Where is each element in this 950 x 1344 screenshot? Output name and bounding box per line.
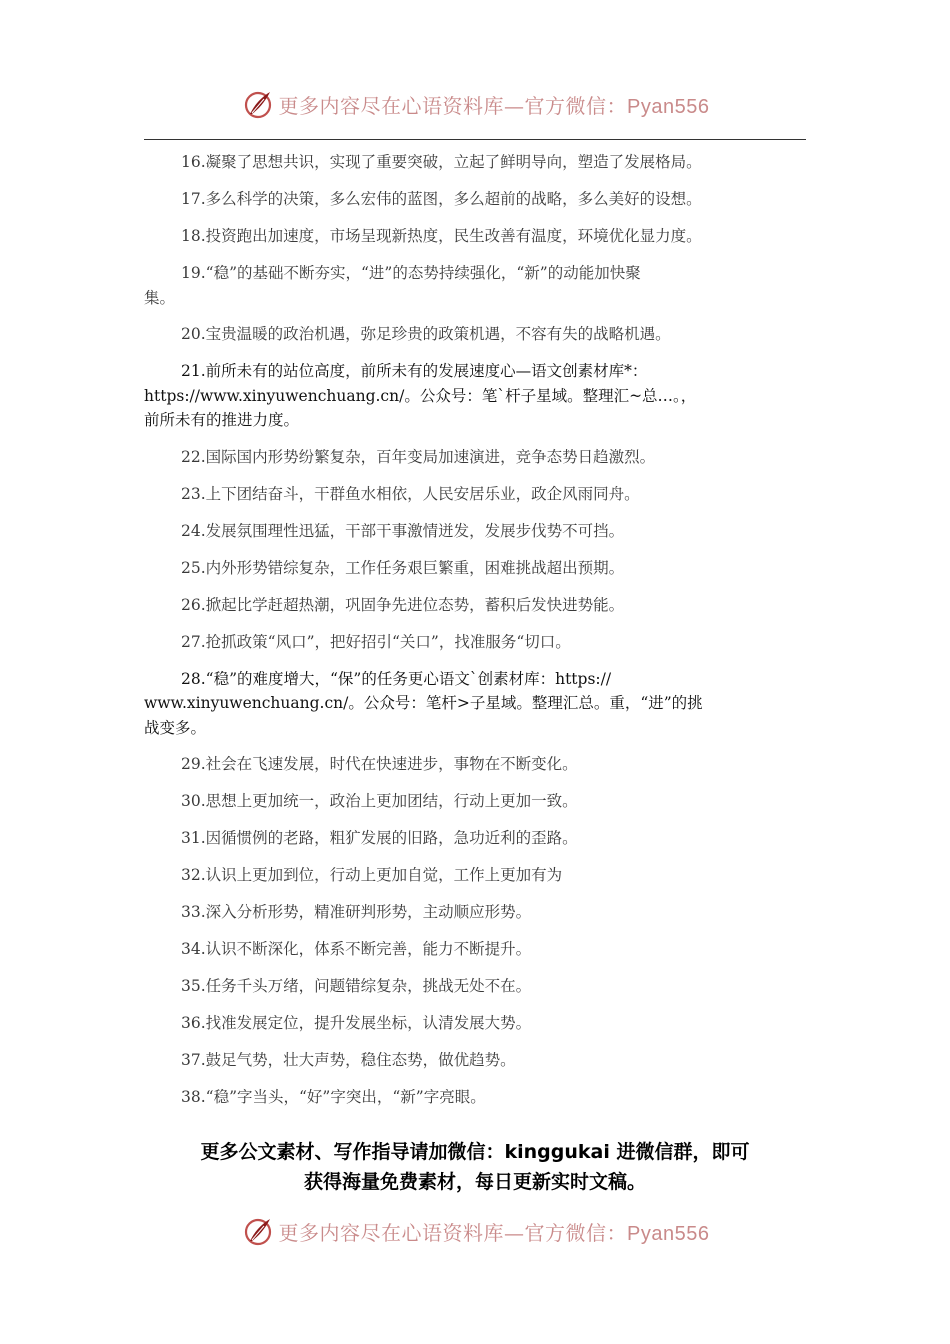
- quill-pen-circle-icon: [241, 1214, 275, 1248]
- promo-line: 更多公文素材、写作指导请加微信：kinggukai 进微信群，即可: [200, 1141, 750, 1163]
- header-divider: [144, 139, 806, 140]
- promo-line: 获得海量免费素材，每日更新实时文稿。: [303, 1171, 646, 1193]
- list-item: [144, 261, 816, 310]
- header-banner-text: 更多内容尽在心语资料库—官方微信：Pyan556: [278, 93, 710, 118]
- promo-notice: [0, 1137, 950, 1197]
- list-item: 17.多么科学的决策，多么宏伟的蓝图，多么超前的战略，多么美好的设想。: [181, 190, 702, 208]
- list-item-line: 28.“稳”的难度增大，“保”的任务更心语文`创素材库：https://: [181, 669, 612, 688]
- list-item: 25.内外形势错综复杂，工作任务艰巨繁重，困难挑战超出预期。: [181, 558, 625, 577]
- list-item: 31.因循惯例的老路，粗犷发展的旧路，急功近利的歪路。: [181, 829, 578, 847]
- list-item: 16.凝聚了思想共识，实现了重要突破，立起了鲜明导向，塑造了发展格局。: [181, 153, 702, 171]
- header-banner: [0, 84, 950, 124]
- list-item: 38.“稳”字当头，“好”字突出，“新”字亮眼。: [181, 1088, 486, 1106]
- list-item-line: 19.“稳”的基础不断夯实，“进”的态势持续强化，“新”的动能加快聚: [181, 264, 641, 282]
- footer-banner: [0, 1211, 950, 1251]
- list-item-line: www.xinyuwenchuang.cn/。公众号：笔杆>子星域。整理汇总。重，“进”的挑: [144, 694, 703, 712]
- phrase-list: [144, 150, 816, 1122]
- list-item: [144, 359, 816, 433]
- list-item: 20.宝贵温暖的政治机遇，弥足珍贵的政策机遇，不容有失的战略机遇。: [181, 325, 671, 343]
- list-item: 36.找准发展定位，提升发展坐标，认清发展大势。: [181, 1014, 532, 1032]
- list-item: 34.认识不断深化，体系不断完善，能力不断提升。: [181, 940, 532, 958]
- list-item: 22.国际国内形势纷繁复杂，百年变局加速演进，竞争态势日趋激烈。: [181, 447, 656, 466]
- list-item: [144, 667, 816, 741]
- list-item-line: 21.前所未有的站位高度，前所未有的发展速度心—语文创素材库*：: [181, 362, 648, 380]
- list-item: 18.投资跑出加速度，市场呈现新热度，民生改善有温度，环境优化显力度。: [181, 227, 702, 245]
- list-item-line: 战变多。: [144, 718, 207, 737]
- list-item-line: 前所未有的推进力度。: [144, 411, 300, 429]
- list-item: 27.抢抓政策“风口”，把好招引“关口”，找准服务“切口。: [181, 632, 571, 651]
- list-item: 33.深入分析形势，精准研判形势，主动顺应形势。: [181, 903, 532, 921]
- list-item: 23.上下团结奋斗，干群鱼水相依，人民安居乐业，政企风雨同舟。: [181, 484, 640, 503]
- list-item: 29.社会在飞速发展，时代在快速进步，事物在不断变化。: [181, 755, 578, 773]
- quill-pen-circle-icon: [241, 87, 275, 121]
- list-item-line: 集。: [144, 288, 176, 307]
- list-item: 32.认识上更加到位，行动上更加自觉，工作上更加有为: [181, 866, 563, 884]
- footer-banner-text: 更多内容尽在心语资料库—官方微信：Pyan556: [278, 1220, 710, 1245]
- list-item-line: https://www.xinyuwenchuang.cn/。公众号：笔`杆子星域。整理汇~总…。，: [144, 386, 697, 405]
- list-item: 26.掀起比学赶超热潮，巩固争先进位态势，蓄积后发快进势能。: [181, 595, 625, 614]
- list-item: 24.发展氛围理性迅猛，干部干事激情迸发，发展步伐势不可挡。: [181, 521, 625, 540]
- list-item: 35.任务千头万绪，问题错综复杂，挑战无处不在。: [181, 977, 532, 995]
- list-item: 30.思想上更加统一，政治上更加团结，行动上更加一致。: [181, 792, 578, 810]
- list-item: 37.鼓足气势，壮大声势，稳住态势，做优趋势。: [181, 1051, 516, 1069]
